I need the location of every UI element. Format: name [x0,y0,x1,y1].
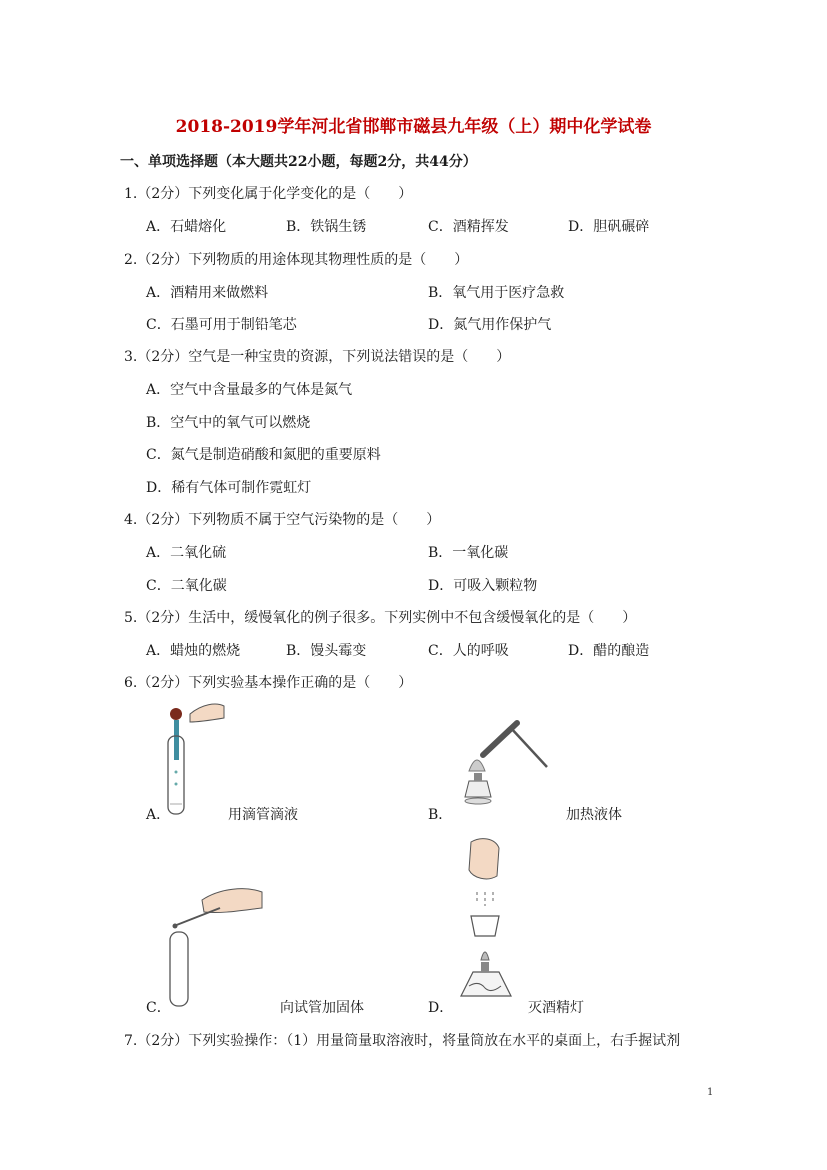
heating-liquid-figure [455,715,555,825]
q1-option-b: B．铁锅生锈 [286,219,367,235]
q2-option-b: B．氧气用于医疗急救 [428,285,565,301]
q4-option-c: C．二氧化碳 [146,578,227,594]
q4-option-a: A．二氧化硫 [146,545,227,561]
q6-option-c-letter: C． [146,1000,171,1016]
q3-option-b: B．空气中的氧气可以燃烧 [146,415,311,431]
q5-option-d: D．醋的酿造 [568,643,650,659]
question-2-stem: 2.（2分）下列物质的用途体现其物理性质的是（ ） [124,252,469,268]
q6-option-d-caption: 灭酒精灯 [528,1000,584,1016]
q5-option-c: C．人的呼吸 [428,643,509,659]
q6-option-d-letter: D． [428,1000,454,1016]
page-number: 1 [707,1087,714,1098]
q2-option-a: A．酒精用来做燃料 [146,285,269,301]
q2-option-d: D．氮气用作保护气 [428,317,552,333]
q5-option-b: B．馒头霉变 [286,643,367,659]
question-7-stem: 7.（2分）下列实验操作：（1）用量筒量取溶液时，将量筒放在水平的桌面上，右手握试剂 [124,1033,681,1049]
q3-option-d: D．稀有气体可制作霓虹灯 [146,480,312,496]
question-6-stem: 6.（2分）下列实验基本操作正确的是（ ） [124,675,413,691]
extinguish-lamp-figure [455,836,525,1018]
q6-option-a-caption: 用滴管滴液 [228,807,298,823]
question-4-stem: 4.（2分）下列物质不属于空气污染物的是（ ） [124,512,441,528]
q6-option-b-caption: 加热液体 [566,807,622,823]
q4-option-b: B．一氧化碳 [428,545,509,561]
q6-option-a-letter: A． [146,807,171,823]
adding-solid-figure [160,880,270,1010]
question-1-stem: 1.（2分）下列变化属于化学变化的是（ ） [124,186,413,202]
q1-option-c: C．酒精挥发 [428,219,509,235]
q1-option-a: A．石蜡熔化 [146,219,227,235]
q2-option-c: C．石墨可用于制铅笔芯 [146,317,297,333]
section-heading: 一、单项选择题（本大题共22小题，每题2分，共44分） [120,154,477,170]
q6-option-b-letter: B． [428,807,453,823]
question-3-stem: 3.（2分）空气是一种宝贵的资源，下列说法错误的是（ ） [124,349,511,365]
q1-option-d: D．胆矾碾碎 [568,219,650,235]
q3-option-a: A．空气中含量最多的气体是氮气 [146,382,353,398]
dropper-figure [150,700,240,820]
q6-option-c-caption: 向试管加固体 [280,1000,364,1016]
page-title: 2018-2019学年河北省邯郸市磁县九年级（上）期中化学试卷 [175,117,652,137]
q3-option-c: C．氮气是制造硝酸和氮肥的重要原料 [146,447,381,463]
q4-option-d: D．可吸入颗粒物 [428,578,538,594]
question-5-stem: 5.（2分）生活中，缓慢氧化的例子很多。下列实例中不包含缓慢氧化的是（ ） [124,610,637,626]
q5-option-a: A．蜡烛的燃烧 [146,643,241,659]
